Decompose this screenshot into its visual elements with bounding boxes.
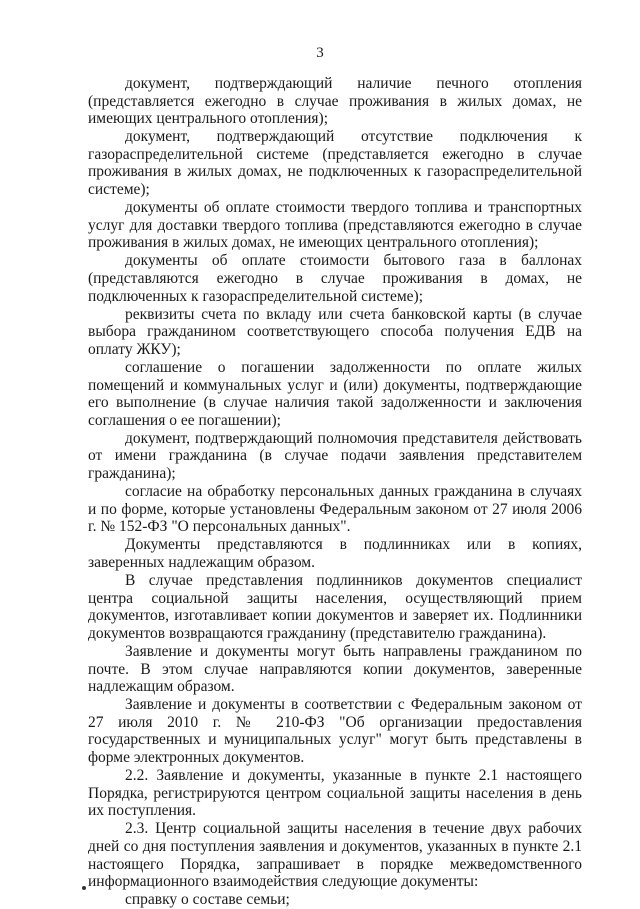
paragraph: реквизиты счета по вкладу или счета банковской карты (в случае выбора гражданином соответствующего способа получения ЕДВ на оплату ЖКУ);	[88, 305, 582, 358]
paragraph: документ, подтверждающий полномочия представителя действовать от имени гражданина (в случае подачи заявления представителем гражданина);	[88, 429, 582, 483]
paragraph: 2.2. Заявление и документы, указанные в пункте 2.1 настоящего Порядка, регистрируются центром социальной защиты населения в день их поступления.	[88, 767, 582, 820]
paragraph: согласие на обработку персональных данных гражданина в случаях и по форме, которые установлены Федеральным законом от 27 июля 2006 г. № 152-ФЗ "О персональных данных".	[88, 483, 582, 536]
paragraph: Документы представляются в подлинниках или в копиях, заверенных надлежащим образом.	[88, 536, 582, 572]
paragraph: документы об оплате стоимости бытового газа в баллонах (представляются ежегодно в случае проживания в домах, не подключенных к газораспределительной системе);	[88, 252, 582, 305]
paragraph: документ, подтверждающий наличие печного отопления (представляется ежегодно в случае проживания в жилых домах, не имеющих центрального отопления);	[88, 75, 582, 128]
paragraph: В случае представления подлинников документов специалист центра социальной защиты населения, осуществляющий прием документов, изготавливает копии документов и заверяет их. Подлинники документов возвращаются гражданину (представителю гражданина).	[88, 572, 582, 642]
paragraph: документ, подтверждающий отсутствие подключения к газораспределительной системе (представляется ежегодно в случае проживания в жилых домах, не подключенных к газораспределительной системе);	[88, 128, 582, 199]
paragraph: соглашение о погашении задолженности по оплате жилых помещений и коммунальных услуг и (или) документы, подтверждающие его выполнение (в случае наличия такой задолженности и заключения соглашения о ее погашении);	[88, 359, 582, 429]
page-number: 3	[316, 45, 324, 61]
paragraph: Заявление и документы могут быть направлены гражданином по почте. В этом случае направляются копии документов, заверенные надлежащим образом.	[88, 643, 582, 696]
paragraph: 2.3. Центр социальной защиты населения в течение двух рабочих дней со дня поступления заявления и документов, указанных в пункте 2.1 настоящего Порядка, запрашивает в порядке межведомственного информационного взаимодействия следующие документы:	[88, 820, 582, 891]
paragraph: Заявление и документы в соответствии с Федеральным законом от 27 июля 2010 г. № 210-ФЗ "Об организации предоставления государственных и муниципальных услуг" могут быть представлены в форме электронных документов.	[88, 696, 582, 767]
scan-speck	[82, 886, 86, 890]
paragraph: документы об оплате стоимости твердого топлива и транспортных услуг для доставки твердого топлива (представляются ежегодно в случае проживания в жилых домах, не имеющих центрального отопления);	[88, 199, 582, 252]
document-body	[88, 75, 582, 909]
paragraph: справку о составе семьи;	[125, 891, 290, 909]
